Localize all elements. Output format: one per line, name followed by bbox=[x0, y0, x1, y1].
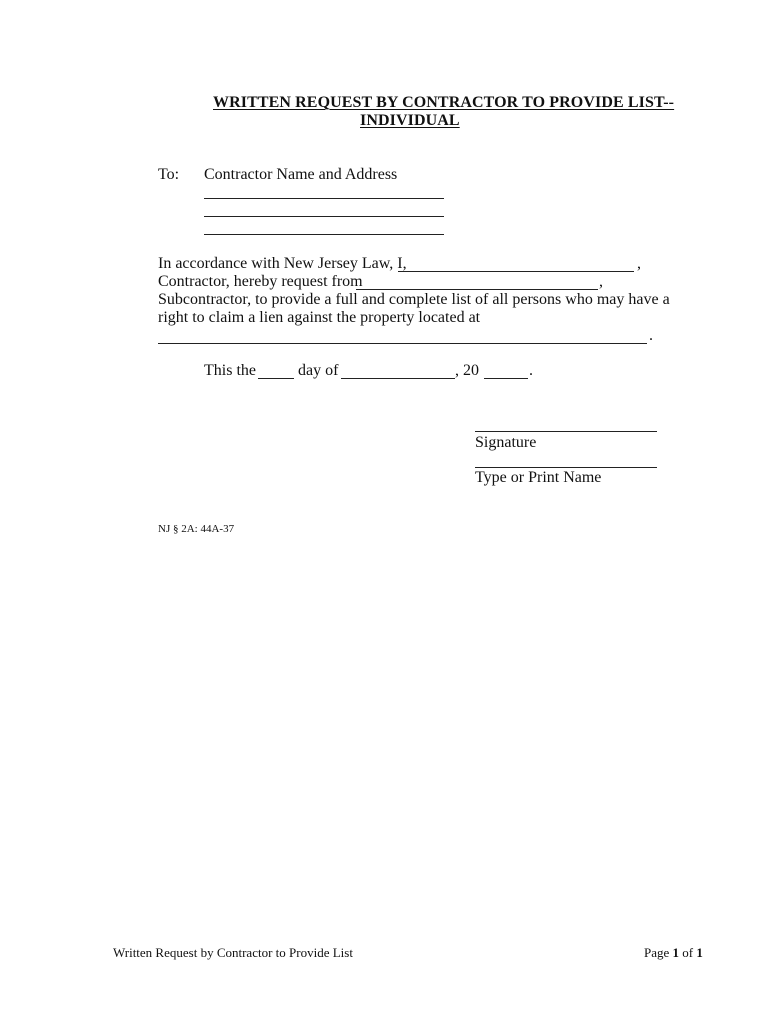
body-line-2-text: Contractor, hereby request from bbox=[158, 273, 363, 290]
date-this-the: This the bbox=[204, 362, 256, 379]
page-current: 1 bbox=[672, 945, 680, 960]
signature-label: Signature bbox=[475, 434, 537, 451]
body-line-1-comma: , bbox=[637, 255, 641, 272]
month-blank[interactable] bbox=[341, 378, 455, 379]
contractor-name-blank[interactable] bbox=[398, 271, 634, 272]
contractor-address-line-3[interactable] bbox=[204, 234, 444, 235]
footer-document-name: Written Request by Contractor to Provide List bbox=[113, 945, 353, 960]
subcontractor-name-blank[interactable] bbox=[356, 289, 598, 290]
document-title-line-1: WRITTEN REQUEST BY CONTRACTOR TO PROVIDE LIST-- bbox=[213, 94, 675, 111]
body-line-2-comma: , bbox=[599, 273, 603, 290]
signature-line[interactable] bbox=[475, 431, 657, 432]
date-period: . bbox=[529, 362, 533, 379]
statute-citation: NJ § 2A: 44A-37 bbox=[158, 523, 235, 535]
body-line-5-period: . bbox=[649, 327, 653, 344]
body-line-3-text: Subcontractor, to provide a full and complete list of all persons who may have a bbox=[158, 291, 670, 308]
page-of: of bbox=[679, 945, 697, 960]
contractor-name-address-label: Contractor Name and Address bbox=[204, 166, 398, 183]
to-label: To: bbox=[158, 166, 180, 183]
year-blank[interactable] bbox=[484, 378, 528, 379]
print-name-line[interactable] bbox=[475, 467, 657, 468]
body-line-4-text: right to claim a lien against the property located at bbox=[158, 309, 481, 326]
day-blank[interactable] bbox=[258, 378, 294, 379]
footer-page-number bbox=[644, 945, 703, 961]
contractor-address-line-1[interactable] bbox=[204, 198, 444, 199]
page-prefix: Page bbox=[644, 945, 673, 960]
page-total: 1 bbox=[696, 945, 703, 960]
date-comma-20: , 20 bbox=[455, 362, 479, 379]
contractor-address-line-2[interactable] bbox=[204, 216, 444, 217]
property-location-blank[interactable] bbox=[158, 343, 647, 344]
date-day-of: day of bbox=[298, 362, 339, 379]
print-name-label: Type or Print Name bbox=[475, 469, 602, 486]
body-line-1-text: In accordance with New Jersey Law, I, bbox=[158, 255, 407, 272]
document-title-line-2: INDIVIDUAL bbox=[360, 112, 460, 129]
